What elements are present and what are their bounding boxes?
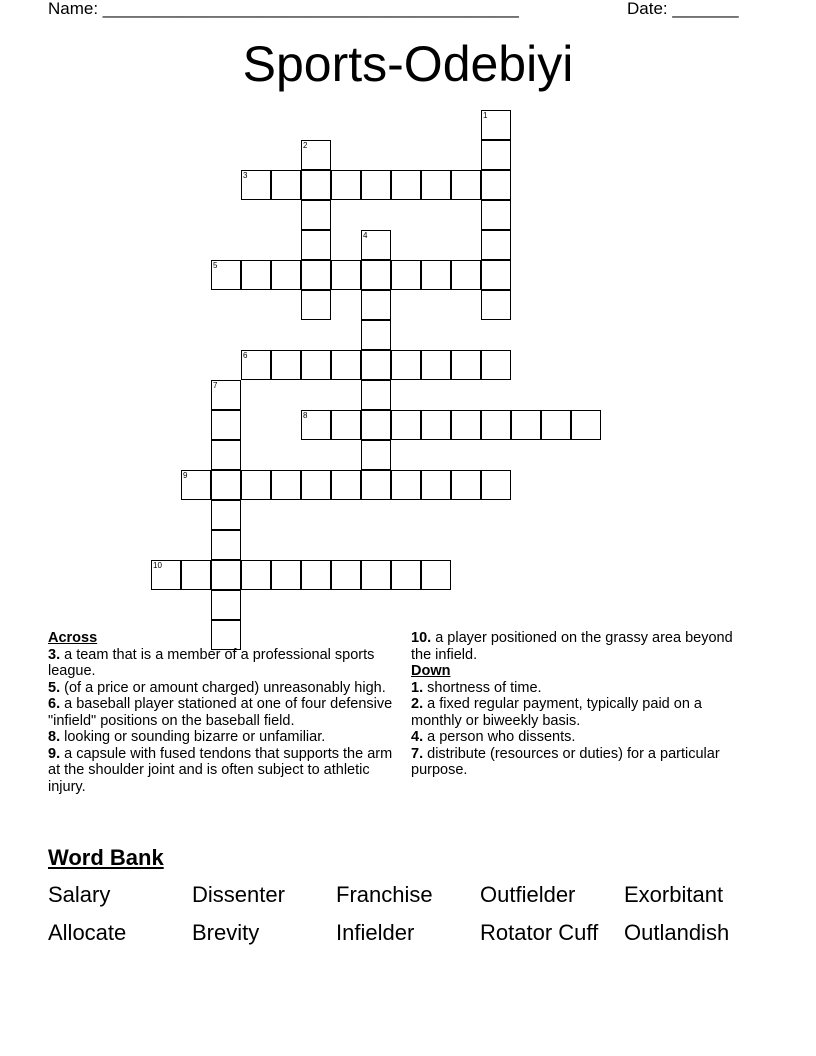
grid-cell[interactable]	[361, 350, 391, 380]
grid-cell[interactable]	[271, 260, 301, 290]
grid-cell[interactable]	[481, 140, 511, 170]
grid-cell[interactable]	[331, 350, 361, 380]
cell-number: 7	[213, 381, 218, 390]
grid-cell[interactable]	[211, 410, 241, 440]
grid-cell[interactable]	[301, 140, 331, 170]
clue-number: 2.	[411, 696, 424, 712]
grid-cell[interactable]	[301, 410, 331, 440]
word-bank-item: Salary	[48, 882, 111, 907]
grid-cell[interactable]	[541, 410, 571, 440]
word-bank-item: Brevity	[192, 920, 260, 945]
clue-text: a team that is a member of a professional sports league.	[48, 646, 375, 679]
grid-cell[interactable]	[301, 200, 331, 230]
word-bank-item: Allocate	[48, 920, 127, 945]
grid-cell[interactable]	[391, 410, 421, 440]
word-bank	[48, 881, 768, 947]
cell-number: 9	[183, 471, 188, 480]
grid-cell[interactable]	[361, 170, 391, 200]
grid-cell[interactable]	[211, 560, 241, 590]
grid-cell[interactable]	[301, 260, 331, 290]
clue-number: 10.	[411, 630, 432, 646]
grid-cell[interactable]	[301, 560, 331, 590]
word-bank-item: Outfielder	[480, 882, 576, 907]
grid-cell[interactable]	[391, 350, 421, 380]
grid-cell[interactable]	[451, 260, 481, 290]
cell-number: 4	[363, 231, 368, 240]
grid-cell[interactable]	[421, 470, 451, 500]
date-field[interactable]: Date: _______	[627, 0, 739, 18]
grid-cell[interactable]	[361, 290, 391, 320]
clue-text: looking or sounding bizarre or unfamiliar.	[64, 729, 326, 745]
clue-text: a fixed regular payment, typically paid on a monthly or biweekly basis.	[411, 696, 702, 729]
word-bank-title: Word Bank	[48, 845, 164, 870]
grid-cell[interactable]	[211, 260, 241, 290]
clue-number: 8.	[48, 729, 61, 745]
grid-cell[interactable]	[481, 200, 511, 230]
clue-number: 4.	[411, 729, 424, 745]
grid-cell[interactable]	[391, 260, 421, 290]
word-bank-item: Franchise	[336, 882, 433, 907]
word-bank-item: Exorbitant	[624, 882, 724, 907]
cell-number: 2	[303, 141, 308, 150]
grid-cell[interactable]	[241, 350, 271, 380]
grid-cell[interactable]	[211, 380, 241, 410]
clue-number: 3.	[48, 646, 61, 663]
clue-across-9	[48, 746, 403, 796]
clue-across-3	[48, 647, 403, 680]
grid-cell[interactable]	[421, 560, 451, 590]
clue-down-1	[411, 680, 741, 697]
grid-cell[interactable]	[331, 410, 361, 440]
grid-cell[interactable]	[241, 260, 271, 290]
page-title: Sports-Odebiyi	[242, 36, 574, 92]
clue-number: 5.	[48, 679, 61, 696]
grid-cell[interactable]	[331, 560, 361, 590]
grid-cell[interactable]	[271, 170, 301, 200]
grid-cell[interactable]	[301, 290, 331, 320]
grid-cell[interactable]	[181, 470, 211, 500]
grid-cell[interactable]	[481, 470, 511, 500]
grid-cell[interactable]	[391, 560, 421, 590]
grid-cell[interactable]	[301, 470, 331, 500]
clue-down-2	[411, 696, 741, 729]
grid-cell[interactable]	[331, 260, 361, 290]
grid-cell[interactable]	[301, 170, 331, 200]
grid-cell[interactable]	[241, 560, 271, 590]
grid-cell[interactable]	[211, 440, 241, 470]
grid-cell[interactable]	[481, 350, 511, 380]
clues-column-left	[48, 630, 403, 795]
clue-text: distribute (resources or duties) for a particular purpose.	[411, 745, 720, 778]
grid-cell[interactable]	[481, 260, 511, 290]
cell-number: 5	[213, 261, 218, 270]
word-bank-item: Dissenter	[192, 882, 285, 907]
grid-cell[interactable]	[451, 350, 481, 380]
grid-cell[interactable]	[421, 350, 451, 380]
grid-cell[interactable]	[571, 410, 601, 440]
grid-cell[interactable]	[421, 170, 451, 200]
grid-cell[interactable]	[361, 260, 391, 290]
grid-cell[interactable]	[271, 560, 301, 590]
word-bank-item: Rotator Cuff	[480, 920, 599, 945]
grid-cell[interactable]	[481, 290, 511, 320]
grid-cell[interactable]	[391, 470, 421, 500]
across-heading: Across	[48, 630, 98, 646]
grid-cell[interactable]	[271, 350, 301, 380]
grid-cell[interactable]	[361, 410, 391, 440]
grid-cell[interactable]	[451, 470, 481, 500]
name-field[interactable]: Name: ____________________________________________	[48, 0, 519, 18]
grid-cell[interactable]	[151, 560, 181, 590]
word-bank-item: Infielder	[336, 920, 415, 945]
cell-number: 10	[153, 561, 162, 570]
clue-text: a player positioned on the grassy area beyond the infield.	[411, 630, 733, 663]
grid-cell[interactable]	[391, 170, 421, 200]
clue-across-6	[48, 696, 403, 729]
grid-cell[interactable]	[361, 470, 391, 500]
grid-cell[interactable]	[361, 440, 391, 470]
down-heading: Down	[411, 663, 451, 679]
grid-cell[interactable]	[361, 560, 391, 590]
grid-cell[interactable]	[301, 230, 331, 260]
grid-cell[interactable]	[211, 470, 241, 500]
clues-column-right	[411, 630, 741, 779]
grid-cell[interactable]	[511, 410, 541, 440]
cell-number: 8	[303, 411, 308, 420]
clue-across-10	[411, 630, 741, 663]
clue-text: a person who dissents.	[427, 729, 576, 745]
grid-cell[interactable]	[361, 380, 391, 410]
clue-down-4	[411, 729, 741, 746]
grid-cell[interactable]	[331, 170, 361, 200]
grid-cell[interactable]	[211, 500, 241, 530]
grid-cell[interactable]	[271, 470, 301, 500]
grid-cell[interactable]	[211, 590, 241, 620]
cell-number: 6	[243, 351, 248, 360]
grid-cell[interactable]	[181, 560, 211, 590]
grid-cell[interactable]	[331, 470, 361, 500]
clue-number: 1.	[411, 679, 424, 696]
grid-cell[interactable]	[481, 230, 511, 260]
cell-number: 3	[243, 171, 248, 180]
grid-cell[interactable]	[481, 410, 511, 440]
clue-number: 6.	[48, 696, 61, 712]
clue-text: a baseball player stationed at one of four defensive "infield" positions on the baseball field.	[48, 696, 393, 729]
clue-across-8	[48, 729, 403, 746]
clue-number: 7.	[411, 745, 424, 762]
grid-cell[interactable]	[451, 410, 481, 440]
clue-text: shortness of time.	[427, 679, 542, 696]
grid-cell[interactable]	[211, 530, 241, 560]
clue-text: a capsule with fused tendons that supports the arm at the shoulder joint and is often subject to athletic injury.	[48, 745, 393, 795]
grid-cell[interactable]	[481, 110, 511, 140]
grid-cell[interactable]	[301, 350, 331, 380]
grid-cell[interactable]	[451, 170, 481, 200]
grid-cell[interactable]	[361, 230, 391, 260]
clue-across-5	[48, 680, 403, 697]
clue-number: 9.	[48, 745, 61, 762]
cell-number: 1	[483, 111, 488, 120]
clue-down-7	[411, 746, 741, 779]
grid-cell[interactable]	[361, 320, 391, 350]
grid-cell[interactable]	[481, 170, 511, 200]
grid-cell[interactable]	[241, 470, 271, 500]
grid-cell[interactable]	[241, 170, 271, 200]
grid-cell[interactable]	[421, 410, 451, 440]
word-bank-item: Outlandish	[624, 920, 730, 945]
grid-cell[interactable]	[421, 260, 451, 290]
clue-text: (of a price or amount charged) unreasonably high.	[64, 679, 386, 696]
